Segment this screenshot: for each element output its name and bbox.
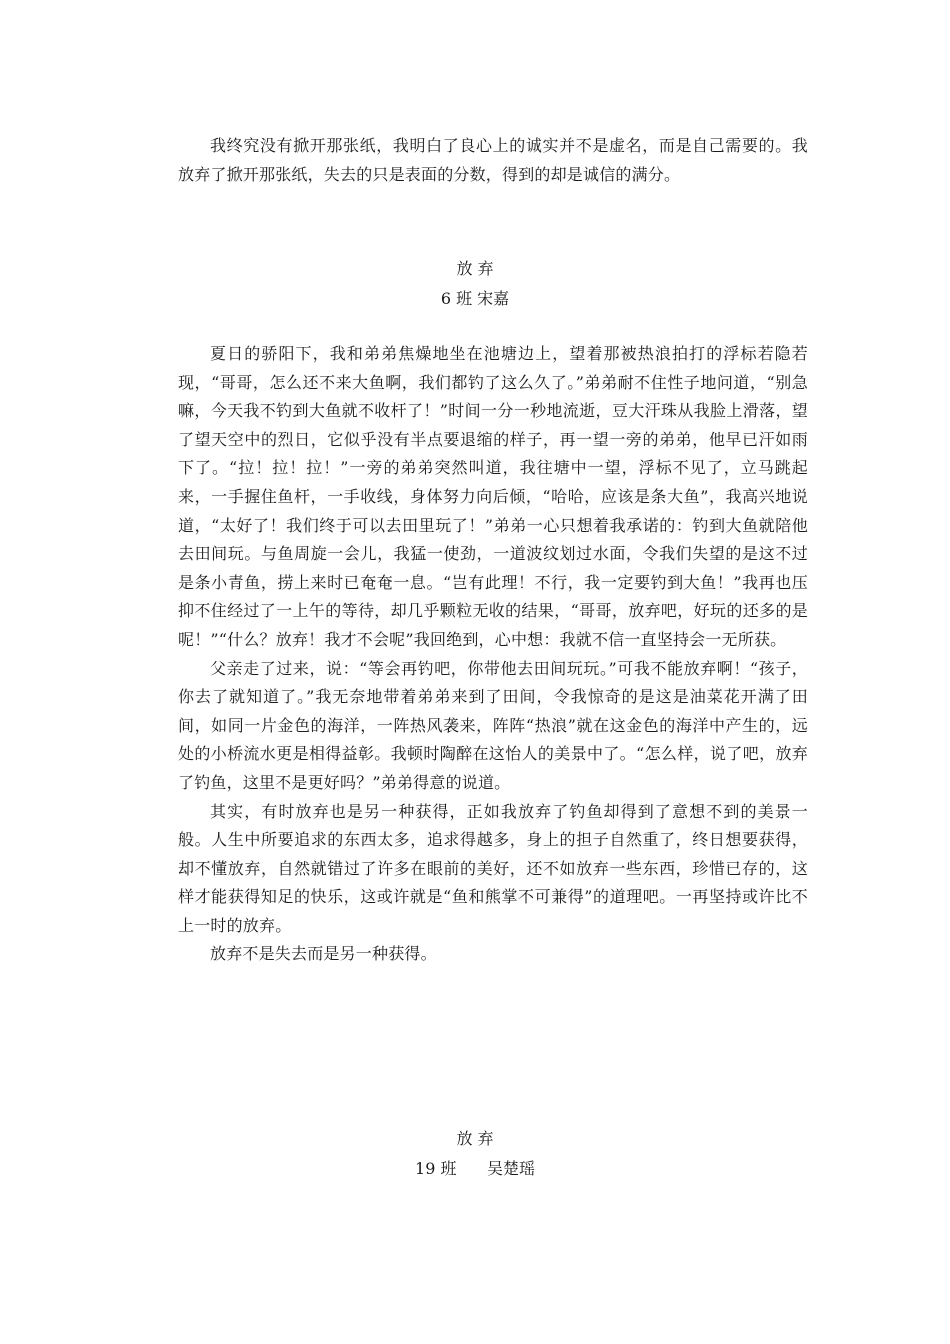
essay1-paragraph-4: 放弃不是失去而是另一种获得。	[210, 944, 437, 964]
essay1-title: 放 弃	[456, 259, 494, 278]
essay1-author: 6 班 宋嘉	[440, 289, 510, 308]
essay1-paragraph-2: 父亲走了过来，说：“等会再钓吧，你带他去田间玩玩。”可我不能放弃啊！“孩子，你去了就知道了。”我无奈地带着弟弟来到了田间，令我惊奇的是这是油菜花开满了田间，如同一片金色的海洋，一阵热风袭来，阵阵“热浪”就在这金色的海洋中产生的，远处的小桥流水更是相得益彰。我顿时陶醉在这怡人的美景中了。“怎么样，说了吧，放弃了钓鱼，这里不是更好吗？”弟弟得意的说道。	[178, 658, 808, 792]
essay1-paragraph-1: 夏日的骄阳下，我和弟弟焦燥地坐在池塘边上，望着那被热浪拍打的浮标若隐若现，“哥哥，怎么还不来大鱼啊，我们都钓了这么久了。”弟弟耐不住性子地问道，“别急嘛，今天我不钓到大鱼就不收杆了！”时间一分一秒地流逝，豆大汗珠从我脸上滑落，望了望天空中的烈日，它似乎没有半点要退缩的样子，再一望一旁的弟弟，他早已汗如雨下了。“拉！拉！拉！”一旁的弟弟突然叫道，我往塘中一望，浮标不见了，立马跳起来，一手握住鱼杆，一手收线，身体努力向后倾，“哈哈，应该是条大鱼”，我高兴地说道，“太好了！我们终于可以去田里玩了！”弟弟一心只想着我承诺的：钓到大鱼就陪他去田间玩。与鱼周旋一会儿，我猛一使劲，一道波纹划过水面，令我们失望的是这不过是条小青鱼，捞上来时已奄奄一息。“岂有此理！不行，我一定要钓到大鱼！”我再也压抑不住经过了一上午的等待，却几乎颗粒无收的结果，“哥哥，放弃吧，好玩的还多的是呢！”“什么？放弃！我才不会呢”我回绝到，心中想：我就不信一直坚持会一无所获。	[178, 344, 808, 649]
essay1-body	[178, 340, 808, 969]
essay1-paragraph-3: 其实，有时放弃也是另一种获得，正如我放弃了钓鱼却得到了意想不到的美景一般。人生中所要追求的东西太多，追求得越多，身上的担子自然重了，终日想要获得，却不懂放弃，自然就错过了许多在眼前的美好，还不如放弃一些东西，珍惜已存的，这样才能获得知足的快乐，这或许就是“鱼和熊掌不可兼得”的道理吧。一再坚持或许比不上一时的放弃。	[178, 801, 808, 935]
intro-paragraph-block	[178, 132, 808, 189]
intro-paragraph: 我终究没有掀开那张纸，我明白了良心上的诚实并不是虚名，而是自己需要的。我放弃了掀开那张纸，失去的只是表面的分数，得到的却是诚信的满分。	[178, 136, 808, 184]
essay2-author: 19 班 吴楚瑶	[415, 1159, 535, 1178]
essay2-title: 放 弃	[456, 1129, 494, 1148]
